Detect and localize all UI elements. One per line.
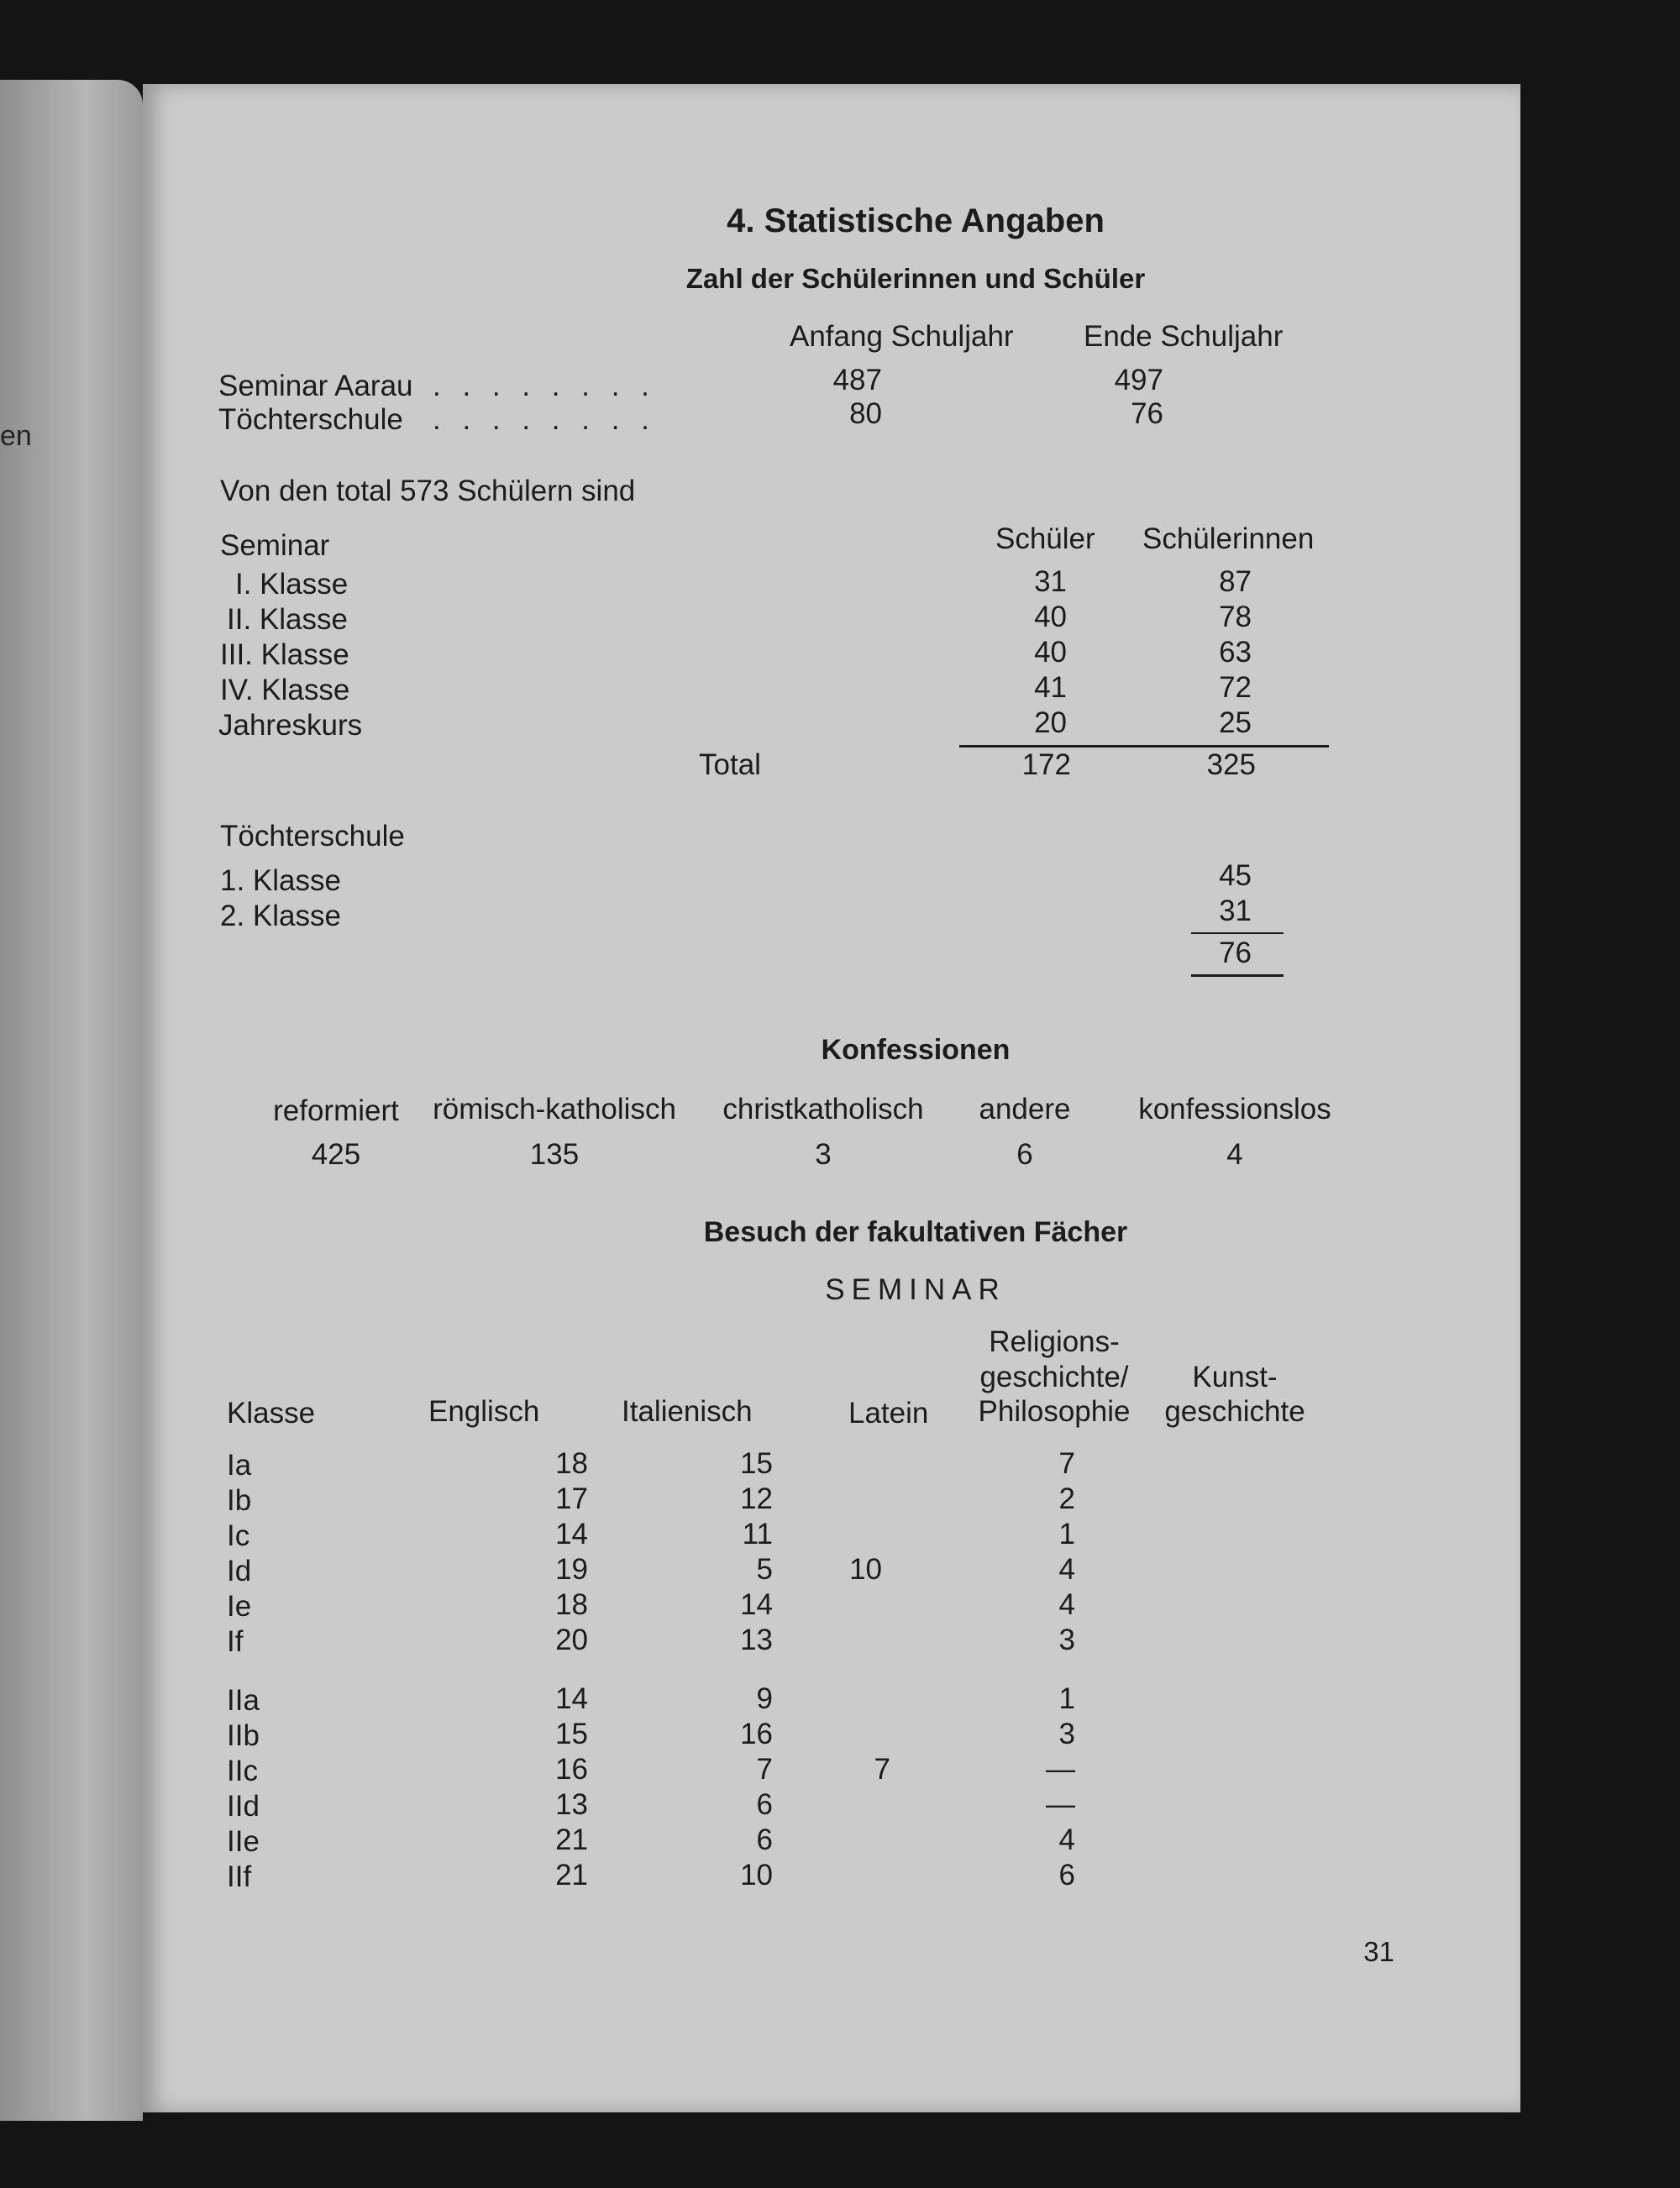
klasse-cell: IIc: [227, 1755, 258, 1787]
klasse-cell: Ib: [227, 1484, 252, 1517]
religion-cell: 2: [1058, 1482, 1075, 1515]
klasse-cell: Ie: [227, 1590, 252, 1623]
class-label: III. Klasse: [220, 638, 349, 671]
toechter-total: 76: [1219, 937, 1252, 969]
englisch-cell: 16: [555, 1753, 588, 1786]
klasse-cell: If: [227, 1625, 244, 1658]
konfession-value: 3: [815, 1138, 832, 1171]
girls-value: 25: [1219, 706, 1252, 739]
religion-cell: 4: [1058, 1823, 1075, 1856]
col-religion-line1: Religions-: [989, 1325, 1120, 1358]
italienisch-cell: 14: [740, 1588, 773, 1621]
sum-double-rule: [1191, 974, 1284, 977]
sum-rule: [1191, 932, 1284, 934]
seminar-label: Seminar: [220, 529, 330, 562]
facing-page-text: en: [0, 420, 32, 452]
englisch-cell: 20: [555, 1624, 588, 1656]
italienisch-cell: 9: [756, 1682, 773, 1715]
col-header-end: Ende Schuljahr: [1084, 320, 1284, 353]
class-label: 1. Klasse: [220, 864, 341, 897]
total-label: Total: [699, 748, 761, 781]
boys-value: 31: [1034, 565, 1067, 598]
englisch-cell: 18: [555, 1588, 588, 1621]
document-page: [143, 84, 1520, 2112]
girls-value: 63: [1219, 636, 1252, 669]
klasse-cell: IId: [227, 1790, 260, 1823]
italienisch-cell: 7: [756, 1753, 773, 1786]
boys-value: 20: [1034, 706, 1067, 739]
religion-cell: 3: [1058, 1718, 1075, 1750]
value-start: 487: [832, 364, 882, 396]
englisch-cell: 21: [555, 1859, 588, 1892]
konfession-value: 135: [529, 1138, 580, 1171]
englisch-cell: 15: [555, 1718, 588, 1750]
italienisch-cell: 6: [756, 1823, 773, 1856]
konfession-value: 6: [1016, 1138, 1033, 1171]
englisch-cell: 18: [555, 1447, 588, 1480]
religion-cell: 4: [1058, 1553, 1075, 1586]
italienisch-cell: 6: [756, 1788, 773, 1821]
col-klasse: Klasse: [227, 1397, 316, 1430]
religion-cell: 4: [1058, 1588, 1075, 1621]
klasse-cell: IIf: [227, 1860, 252, 1893]
religion-cell: 3: [1058, 1624, 1075, 1656]
italienisch-cell: 11: [742, 1518, 773, 1550]
konfession-label: christkatholisch: [722, 1093, 924, 1125]
girls-value: 45: [1219, 859, 1252, 892]
englisch-cell: 19: [555, 1553, 588, 1586]
girls-value: 78: [1219, 601, 1252, 633]
col-header-start: Anfang Schuljahr: [790, 320, 1014, 353]
class-label: I. Klasse: [235, 568, 349, 601]
col-kunst-line2: geschichte: [1164, 1395, 1305, 1428]
girls-value: 72: [1219, 671, 1252, 704]
col-latein: Latein: [848, 1397, 929, 1430]
total-boys: 172: [1021, 748, 1071, 781]
girls-value: 87: [1219, 565, 1252, 598]
konfession-value: 425: [311, 1138, 361, 1171]
value-start: 80: [849, 397, 882, 430]
col-kunst-line1: Kunst-: [1192, 1361, 1278, 1393]
klasse-cell: IIb: [227, 1719, 260, 1752]
page-number: 31: [1363, 1936, 1394, 1967]
total-girls: 325: [1206, 748, 1256, 781]
italienisch-cell: 12: [740, 1482, 773, 1515]
religion-cell: —: [1046, 1788, 1075, 1821]
boys-value: 40: [1034, 601, 1067, 633]
konfession-label: konfessionslos: [1138, 1093, 1331, 1125]
italienisch-cell: 10: [740, 1859, 773, 1892]
religion-cell: 1: [1058, 1518, 1075, 1550]
facing-page: [0, 80, 143, 2121]
konfession-label: andere: [979, 1093, 1071, 1125]
klasse-cell: Ia: [227, 1449, 252, 1482]
englisch-cell: 13: [555, 1788, 588, 1821]
konfession-label: reformiert: [273, 1094, 399, 1127]
col-header-girls: Schülerinnen: [1142, 522, 1315, 555]
row-label: Seminar Aarau: [218, 370, 413, 402]
italienisch-cell: 15: [740, 1447, 773, 1480]
breakdown-intro: Von den total 573 Schülern sind: [220, 475, 636, 507]
klasse-cell: Ic: [227, 1519, 250, 1552]
class-label: 2. Klasse: [220, 900, 341, 932]
faecher-heading: Besuch der fakultativen Fächer: [703, 1216, 1128, 1248]
leader-dots: . . . . . . . .: [433, 403, 656, 436]
klasse-cell: IIe: [227, 1825, 260, 1858]
religion-cell: 6: [1058, 1859, 1075, 1892]
religion-cell: 7: [1058, 1447, 1075, 1480]
total-rule: [959, 745, 1329, 748]
konfession-value: 4: [1226, 1138, 1243, 1171]
class-label: II. Klasse: [227, 603, 348, 636]
page-title: 4. Statistische Angaben: [727, 202, 1105, 239]
religion-cell: 1: [1058, 1682, 1075, 1715]
italienisch-cell: 13: [740, 1624, 773, 1656]
col-religion-line2: geschichte/: [979, 1361, 1129, 1393]
col-italienisch: Italienisch: [622, 1395, 753, 1428]
faecher-subheading: SEMINAR: [825, 1273, 1006, 1306]
girls-value: 31: [1219, 895, 1252, 927]
class-label: Jahreskurs: [218, 709, 363, 742]
value-end: 76: [1131, 397, 1163, 430]
konfession-label: römisch-katholisch: [433, 1093, 676, 1125]
enrollment-heading: Zahl der Schülerinnen und Schüler: [685, 263, 1146, 294]
religion-cell: —: [1046, 1753, 1075, 1786]
klasse-cell: IIa: [227, 1684, 260, 1717]
klasse-cell: Id: [227, 1555, 252, 1587]
italienisch-cell: 16: [740, 1718, 773, 1750]
value-end: 497: [1114, 364, 1163, 396]
englisch-cell: 17: [555, 1482, 588, 1515]
latein-cell: 10: [849, 1553, 882, 1586]
leader-dots: . . . . . . . .: [433, 370, 656, 402]
col-englisch: Englisch: [428, 1395, 540, 1428]
boys-value: 40: [1034, 636, 1067, 669]
englisch-cell: 14: [555, 1682, 588, 1715]
col-header-boys: Schüler: [995, 522, 1095, 555]
toechter-label: Töchterschule: [220, 820, 405, 853]
boys-value: 41: [1034, 671, 1067, 704]
konfessionen-heading: Konfessionen: [821, 1034, 1011, 1066]
englisch-cell: 14: [555, 1518, 588, 1550]
italienisch-cell: 5: [756, 1553, 773, 1586]
latein-cell: 7: [874, 1753, 890, 1786]
class-label: IV. Klasse: [220, 674, 350, 706]
englisch-cell: 21: [555, 1823, 588, 1856]
col-religion-line3: Philosophie: [978, 1395, 1131, 1428]
row-label: Töchterschule: [218, 403, 403, 436]
